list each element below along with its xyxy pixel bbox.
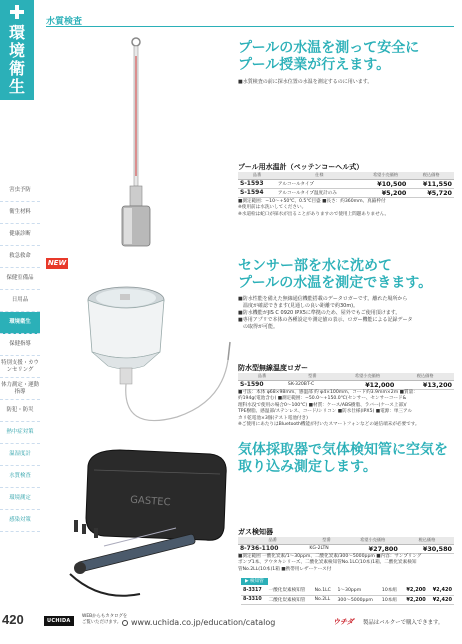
- sidebar-item[interactable]: 温湿度計: [0, 444, 40, 466]
- table-row: S-1590 SK-320BT-C ¥12,000 ¥13,200: [240, 380, 452, 389]
- notes-logger: ■寸法：本体 φ68×98mm、感温部 約 φ4×100mm、コード約3.9mm×2m ■質量： 約194g(電池含む) ■測定範囲：−50.0〜+150.0℃(センサー、センサーコード& 理科水没で使用の場合0〜100℃) ■材質：ケース/ABS樹脂、ラバー(ケース上部)/ TPE樹脂、感温部/ステンレス、コード/シリコン ■防水仕様(IPX5) ■電源：単三アル カリ乾電池×3個(テスト電池付き) ※ご使用にあたりはBluetooth機能が付いたスマートフォンなどの通信端末が必要です。: [238, 390, 420, 428]
- price-table-gas: 品番 型番 希望小売価格 税込価格 8-736-1100 KG-2LTN ¥27,800 ¥30,580: [240, 537, 452, 553]
- th-tax: 税込価格: [408, 172, 454, 179]
- product-title-gas: ガス検知器: [238, 528, 273, 536]
- table-row: 8-3317 一酸化炭素検知管 No.1LC 1〜30ppm 10本組 ¥2,200 ¥2,420: [243, 587, 452, 594]
- product-title-logger: 防水型無線温度ロガー: [238, 364, 308, 372]
- th-price: 希望小売価格: [363, 172, 409, 179]
- sidebar-item[interactable]: 健康診断: [0, 224, 40, 246]
- sidebar-item[interactable]: 水質検査: [0, 466, 40, 488]
- price-table-thermometer: [238, 172, 454, 198]
- page-number: 420: [2, 612, 24, 627]
- arrow-circle-icon: [122, 620, 128, 626]
- footer-note: WEBからもカタログを ご覧いただけます。: [82, 614, 128, 625]
- headline-sensor: センサー部を水に沈めて プールの水温を測定できます。: [238, 258, 433, 291]
- brand-logo: ウチダ: [333, 618, 354, 626]
- footer-price-note: 製品はバルクーで購入できます。: [363, 620, 444, 626]
- uchida-logo: UCHIDA: [44, 616, 74, 626]
- table-row: 8-3310 二酸化炭素検知管 No.2LL 300〜5000ppm 10本組 ¥2,200 ¥2,420: [243, 596, 452, 603]
- sidebar-item[interactable]: 環境衛生: [0, 312, 40, 334]
- table-row: S-1594 アルコールタイプ温度計のみ ¥5,200 ¥5,720: [240, 188, 452, 197]
- price-table-logger: 品番 型番 希望小売価格 税込価格 S-1590 SK-320BT-C ¥12,000 ¥13,200: [240, 373, 452, 389]
- plus-icon: [9, 4, 25, 20]
- bullets-sensor: ■防水性能を備えた無線通信機能搭載のデータロガーです。離れた場所から 温度が確認できます(見通しの良い距離で約30m)。 ■防水機能がJIS C 0920 IPX5に準拠のため、屋外でもご使用頂けます。 ■専用アプリで本体の各種設定や測定値の表示、ロガー機能による記録データ の取得が可能。: [238, 296, 413, 330]
- sidebar-item[interactable]: 保健室備品: [0, 268, 40, 290]
- th-code: 品番: [238, 172, 276, 179]
- section-divider: [46, 26, 454, 27]
- bullet-text: ■水質検査の前に探水位置の水温を測定するのに用います。: [238, 79, 373, 85]
- notes-gas: ■測定範囲 一酸化炭素/1〜30ppm、二酸化炭素/300〜5000ppm ■内容：サンプリング ポンプ1本、アウタキシリーズ、二酸化炭素検知管No.1LC(10本)1箱、二酸化炭素検知 管No.2LL(10本)1箱 ■携帯用レザーケース付: [238, 554, 422, 572]
- sidebar-item[interactable]: 衛生材料: [0, 202, 40, 224]
- sidebar-item[interactable]: 特別支援・カウンセリング: [0, 356, 40, 378]
- sidebar-item[interactable]: 環境測定: [0, 488, 40, 510]
- temperature-logger-image: [82, 282, 232, 432]
- price-table-tubes: [241, 586, 454, 605]
- sidebar-nav: [0, 180, 40, 532]
- sidebar-item[interactable]: 救急救命: [0, 246, 40, 268]
- catalog-link[interactable]: www.uchida.co.jp/education/catalog: [122, 618, 275, 627]
- table-row: S-1593 アルコールタイプ ¥10,500 ¥11,550: [240, 179, 452, 188]
- product-title-thermometer: プール用水温計（ペッテンコーヘル式）: [238, 163, 364, 171]
- svg-text:GASTEC: GASTEC: [129, 494, 171, 509]
- th-desc: 仕様: [276, 172, 363, 179]
- sidebar-item[interactable]: 日用品: [0, 290, 40, 312]
- sidebar-item[interactable]: 熱中症対策: [0, 422, 40, 444]
- table-row: 8-736-1100 KG-2LTN ¥27,800 ¥30,580: [240, 544, 452, 553]
- new-badge: NEW: [47, 259, 67, 267]
- category-title: 環 境 衛 生: [8, 23, 25, 96]
- notes-thermometer: ■測定範囲：−10〜+50℃、0.5℃目盛 ■長さ：約360mm、真鍮枠付 ※使用前は水洗いしてください。 ※水道栓は蛇口が採水が出ることがありますので使用上問題ありません。: [238, 199, 390, 217]
- sidebar-item[interactable]: 防犯・防災: [0, 400, 40, 422]
- sub-category-badge: ▶ 検知管: [241, 578, 268, 585]
- section-label: 水質検査: [46, 17, 83, 27]
- category-header: [0, 0, 34, 100]
- sidebar-item[interactable]: 体力測定・運動指導: [0, 378, 40, 400]
- headline-gas: 気体採取器で気体検知管に空気を 取り込み測定します。: [238, 442, 448, 475]
- sidebar-item[interactable]: 害虫予防: [0, 180, 40, 202]
- sidebar-item[interactable]: 保健指導: [0, 334, 40, 356]
- pool-thermometer-image: [112, 36, 160, 251]
- sidebar: [0, 0, 40, 644]
- sidebar-item[interactable]: 感染対策: [0, 510, 40, 532]
- headline-pool-temp: プールの水温を測って安全に プール授業が行えます。: [238, 40, 420, 73]
- gas-detector-image: [60, 444, 236, 606]
